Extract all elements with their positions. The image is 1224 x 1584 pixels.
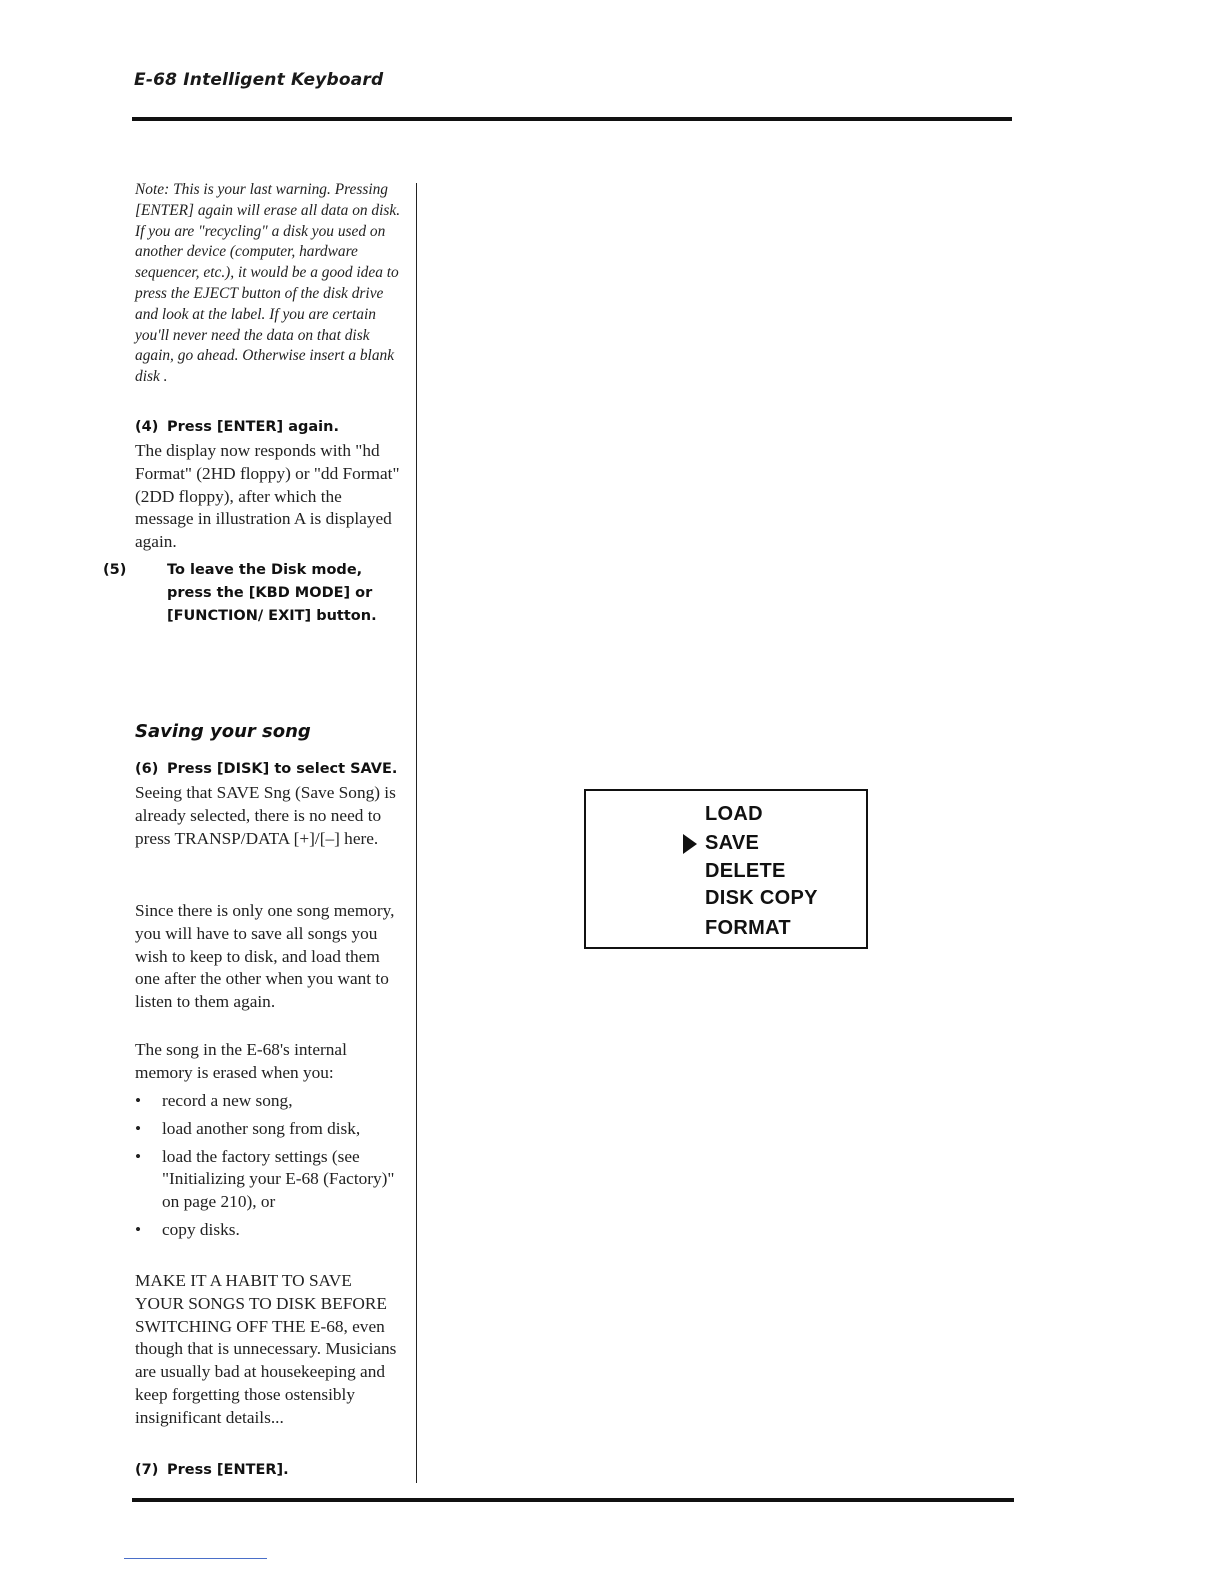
list-item: • load another song from disk, (135, 1118, 403, 1141)
menu-item-save: SAVE (705, 832, 760, 854)
paragraph-one-song-memory: Since there is only one song memory, you will have to save all songs you wish to keep to disk, and load them one after the other when you want to listen to them again. (135, 901, 395, 1012)
header-rule (132, 117, 1012, 121)
warning-note (135, 180, 403, 388)
step-label: To leave the Disk mode, press the [KBD MODE] or [FUNCTION/ EXIT] button. (167, 562, 377, 624)
list-item: • load the factory settings (see "Initializing your E-68 (Factory)" on page 210), or (135, 1146, 395, 1212)
bullet-icon: • (135, 1146, 142, 1166)
step-label: Press [ENTER] again. (167, 419, 339, 435)
disk-menu-display (584, 789, 868, 949)
list-item: • copy disks. (135, 1219, 403, 1242)
note-lead: Note: (135, 181, 170, 198)
note-text: This is your last warning. Pressing [ENTER] again will erase all data on disk. If you are "recycling" a disk you used on another device (computer, hardware sequencer, etc.), it would be a good idea to press the EJECT button of the disk drive and look at the label. If you are certain you'll never need the data on that disk again, go ahead. Otherwise insert a blank disk . (135, 181, 401, 386)
menu-item-format: FORMAT (705, 917, 791, 939)
step-number: (4) (135, 419, 159, 435)
step-number: (6) (135, 761, 159, 777)
paragraph-save-selected: Seeing that SAVE Sng (Save Song) is already selected, there is no need to press TRANSP/DATA [+]/[–] here. (135, 783, 396, 848)
bullet-icon: • (135, 1091, 142, 1110)
step-number: (5) (103, 562, 127, 578)
column-divider (416, 183, 417, 1483)
step-7 (135, 1459, 403, 1482)
paragraph-format-response: The display now responds with "hd Format" (2HD floppy) or "dd Format" (2DD floppy), after which the message in illustration A is displayed again. (135, 441, 400, 552)
erase-conditions-list (135, 1090, 403, 1247)
section-heading: Saving your song (135, 721, 311, 742)
triangle-right-icon (683, 834, 697, 854)
bullet-icon: • (135, 1118, 142, 1138)
page-header-title: E-68 Intelligent Keyboard (134, 70, 384, 90)
step-4 (135, 416, 403, 439)
step-6 (135, 758, 403, 781)
bullet-icon: • (135, 1219, 142, 1239)
step-5 (103, 559, 403, 628)
menu-item-disk-copy: DISK COPY (705, 887, 818, 909)
paragraph-memory-erased: The song in the E-68's internal memory is erased when you: (135, 1040, 347, 1082)
footer-underline (124, 1558, 267, 1559)
step-label: Press [DISK] to select SAVE. (167, 761, 398, 777)
menu-item-load: LOAD (705, 803, 763, 825)
step-label: Press [ENTER]. (167, 1462, 289, 1478)
step-number: (7) (135, 1462, 159, 1478)
paragraph-save-habit: MAKE IT A HABIT TO SAVE YOUR SONGS TO DISK BEFORE SWITCHING OFF THE E-68, even though that is unnecessary. Musicians are usually bad at housekeeping and keep forgetting those ostensibly insignificant details... (135, 1271, 397, 1427)
footer-rule (132, 1498, 1014, 1502)
menu-item-delete: DELETE (705, 860, 786, 882)
list-item: • record a new song, (135, 1090, 403, 1113)
